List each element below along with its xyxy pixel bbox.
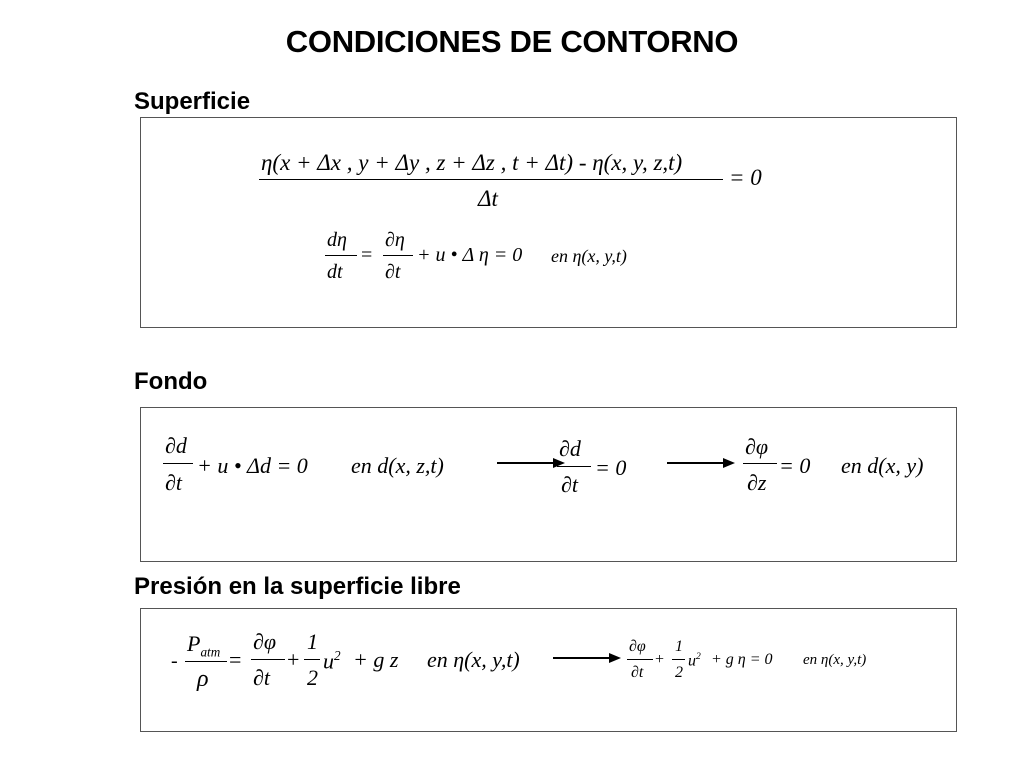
presion-eq2-u-squared: $u^2$ bbox=[688, 651, 701, 670]
fondo-eq1-partial-d: ∂d bbox=[165, 433, 187, 458]
fondo-eq2-partial-d: ∂d bbox=[559, 436, 581, 461]
section-heading-fondo: Fondo bbox=[134, 368, 208, 395]
superficie-eq1-rhs: = 0 bbox=[729, 165, 762, 190]
section-heading-superficie: Superficie bbox=[134, 88, 251, 115]
superficie-eq1-numerator: η(x + Δx , y + Δy , z + Δz , t + Δt) - η(x, y, z,t) bbox=[261, 150, 683, 175]
presion-eq2-plus: + bbox=[655, 651, 665, 668]
presion-eq1-bar3 bbox=[304, 659, 320, 660]
presion-eq1-bar1 bbox=[185, 661, 227, 662]
superficie-eq2-bar1 bbox=[325, 255, 357, 256]
superficie-eq2-equals: = bbox=[361, 244, 373, 266]
presion-eq1-minus: - bbox=[171, 650, 178, 672]
fondo-eq1-condition: en d(x, z,t) bbox=[351, 453, 444, 478]
superficie-eq1-fraction-bar bbox=[259, 179, 723, 180]
superficie-eq2-condition: en η(x, y,t) bbox=[551, 246, 627, 266]
presion-eq1-condition: en η(x, y,t) bbox=[427, 647, 520, 672]
presion-eq1-u-exponent: 2 bbox=[334, 648, 341, 663]
fondo-eq2-bar bbox=[557, 466, 591, 467]
superficie-eq2-bar2 bbox=[383, 255, 413, 256]
superficie-eq2-d-eta: dη bbox=[327, 229, 347, 251]
presion-eq1-rho: ρ bbox=[197, 666, 209, 692]
fondo-eq3-bar bbox=[743, 463, 777, 464]
presion-eq1-two: 2 bbox=[307, 665, 318, 690]
fondo-arrow-2-icon bbox=[665, 455, 737, 471]
fondo-eq3-condition: en d(x, y) bbox=[841, 453, 924, 478]
fondo-eq3-partial-phi: ∂φ bbox=[745, 434, 769, 459]
superficie-equation-box bbox=[140, 117, 957, 328]
fondo-eq3-rest: = 0 bbox=[779, 453, 811, 478]
presion-arrow-icon bbox=[551, 650, 623, 666]
presion-equation-box bbox=[140, 608, 957, 732]
fondo-equation-box bbox=[140, 407, 957, 562]
fondo-arrow-1-icon bbox=[495, 455, 567, 471]
presion-eq1-p-subscript: atm bbox=[200, 644, 221, 660]
fondo-eq1-partial-t: ∂t bbox=[165, 470, 182, 495]
presion-eq1-gz: + g z bbox=[353, 647, 399, 672]
superficie-eq2-partial-eta: ∂η bbox=[385, 229, 405, 251]
fondo-eq3-partial-z: ∂z bbox=[747, 470, 767, 495]
section-heading-presion: Presión en la superficie libre bbox=[134, 573, 461, 600]
fondo-eq2-partial-t: ∂t bbox=[561, 472, 578, 497]
fondo-eq1-bar bbox=[163, 463, 193, 464]
presion-eq1-partial-t: ∂t bbox=[253, 665, 270, 690]
superficie-eq2-dt: dt bbox=[327, 261, 343, 283]
presion-eq1-bar2 bbox=[251, 659, 285, 660]
presion-eq2-one: 1 bbox=[675, 638, 683, 655]
presion-eq1-u-squared: $u^2$ bbox=[323, 648, 341, 674]
presion-eq1-plus: + bbox=[287, 647, 300, 672]
presion-eq2-u-exponent: 2 bbox=[696, 651, 701, 662]
presion-eq2-condition: en η(x, y,t) bbox=[803, 652, 867, 668]
fondo-eq1-rest: + u • Δd = 0 bbox=[197, 453, 308, 478]
presion-eq2-partial-t: ∂t bbox=[631, 664, 644, 681]
presion-eq2-two: 2 bbox=[675, 664, 683, 681]
presion-eq2-bar2 bbox=[672, 659, 685, 660]
presion-eq1-equals: = bbox=[229, 647, 242, 672]
presion-eq1-one: 1 bbox=[307, 629, 318, 654]
presion-eq1-partial-phi: ∂φ bbox=[253, 629, 277, 654]
page-title: CONDICIONES DE CONTORNO bbox=[285, 24, 739, 59]
superficie-eq1-denominator: Δt bbox=[478, 186, 498, 211]
superficie-eq2-rest: + u • Δ η = 0 bbox=[417, 244, 523, 266]
presion-eq1-p: $P_{atm}$ bbox=[187, 631, 221, 660]
fondo-eq2-rest: = 0 bbox=[595, 455, 627, 480]
presion-eq2-bar1 bbox=[627, 659, 653, 660]
presion-eq2-partial-phi: ∂φ bbox=[629, 638, 646, 655]
presion-eq2-rest: + g η = 0 bbox=[711, 651, 773, 668]
superficie-eq2-partial-t: ∂t bbox=[385, 261, 401, 283]
